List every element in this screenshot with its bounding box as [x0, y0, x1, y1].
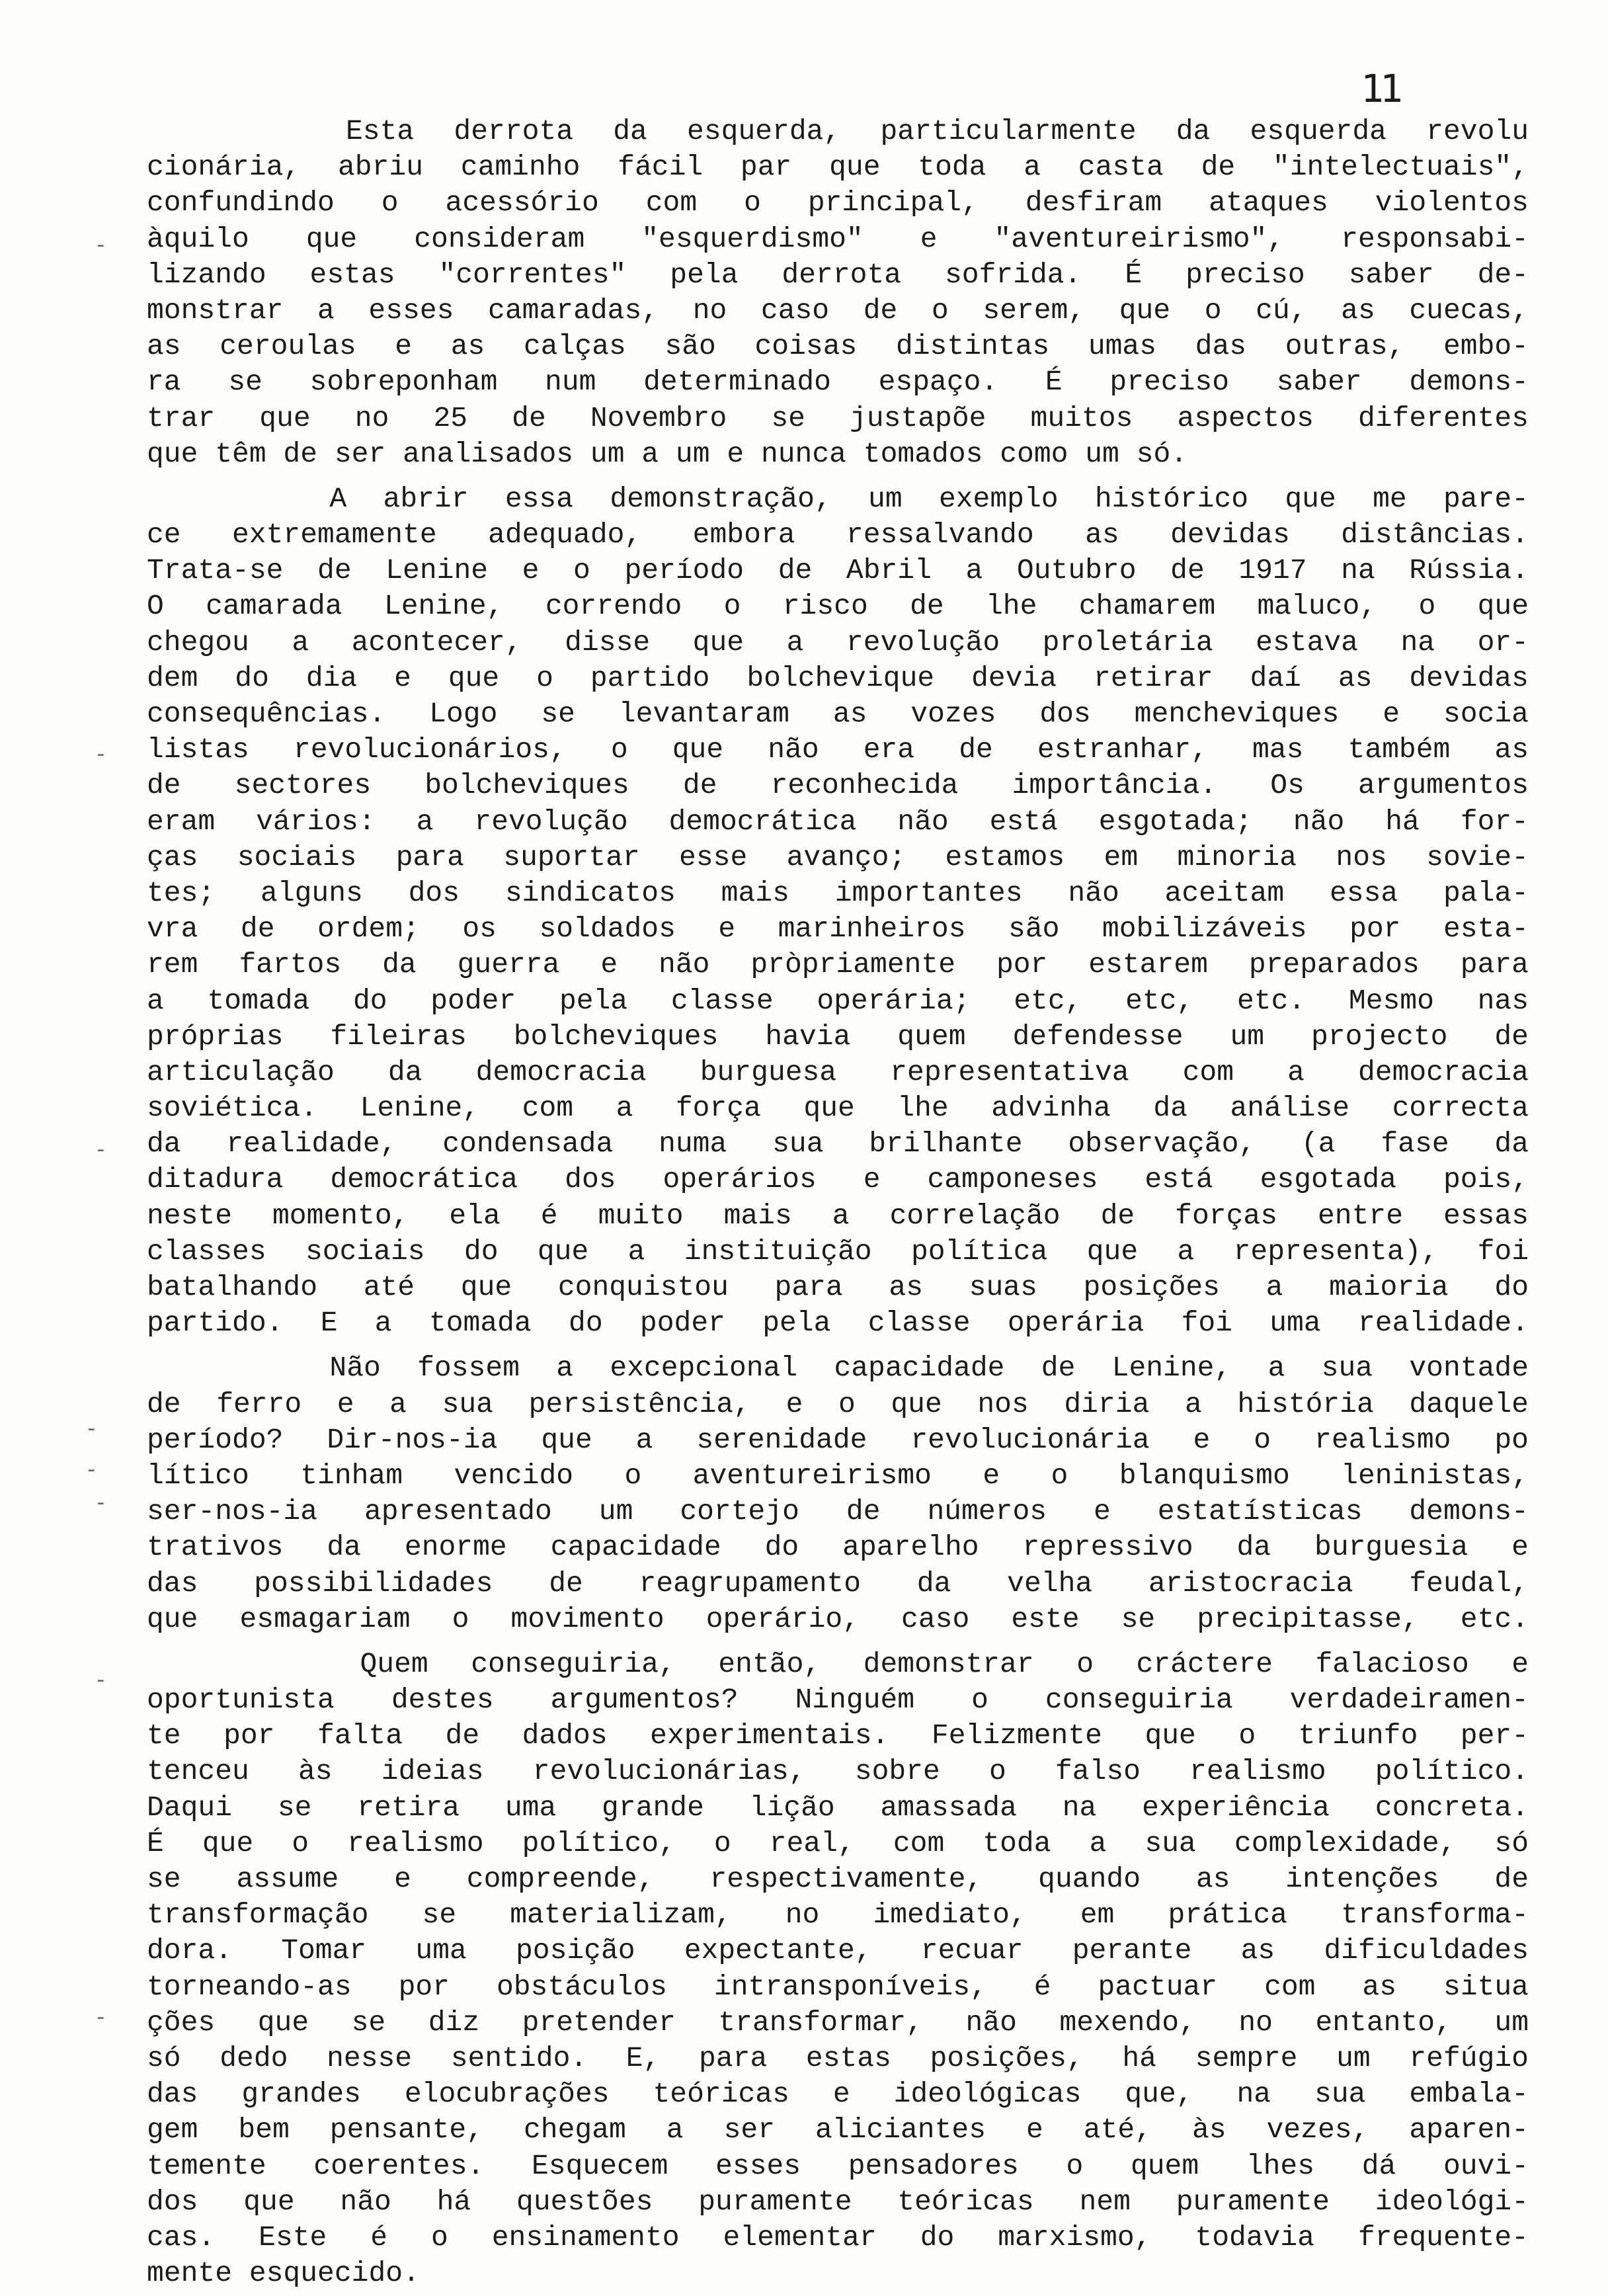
text-line: período? Dir-nos-ia que a serenidade revolucionária e o realismo po [147, 1423, 1529, 1456]
paragraph [147, 1350, 1529, 1637]
paragraph [147, 114, 1529, 472]
text-line: trar que no 25 de Novembro se justapõe muitos aspectos diferentes [147, 401, 1529, 434]
text-line: tenceu às ideias revolucionárias, sobre o falso realismo político. [147, 1755, 1529, 1788]
text-line: cionária, abriu caminho fácil par que toda a casta de "intelectuais", [147, 151, 1529, 184]
paragraph [147, 1647, 1529, 2291]
margin-mark: - [94, 1136, 108, 1163]
text-line: próprias fileiras bolcheviques havia quem defendesse um projecto de [147, 1020, 1529, 1053]
margin-mark: - [94, 741, 108, 767]
text-line: só dedo nesse sentido. E, para estas posições, há sempre um refúgio [147, 2041, 1529, 2074]
text-line: batalhando até que conquistou para as suas posições a maioria do [147, 1271, 1529, 1303]
text-line: A abrir essa demonstração, um exemplo histórico que me pare- [147, 482, 1529, 515]
text-line: dem do dia e que o partido bolchevique devia retirar daí as devidas [147, 661, 1529, 694]
text-line: transformação se materializam, no imediato, em prática transforma- [147, 1899, 1529, 1932]
text-line: dos que não há questões puramente teóricas nem puramente ideológi- [147, 2185, 1529, 2218]
text-line: mente esquecido. [147, 2257, 420, 2290]
text-line: te por falta de dados experimentais. Felizmente que o triunfo per- [147, 1719, 1529, 1752]
margin-mark: - [94, 2004, 108, 2030]
text-line: tes; alguns dos sindicatos mais importantes não aceitam essa pala- [147, 876, 1529, 909]
text-line: de sectores bolcheviques de reconhecida importância. Os argumentos [147, 769, 1529, 802]
text-line: lítico tinham vencido o aventureirismo e o blanquismo leninistas, [147, 1459, 1529, 1492]
text-line: trativos da enorme capacidade do aparelho repressivo da burguesia e [147, 1531, 1529, 1564]
margin-mark: - [94, 1666, 108, 1693]
text-line: gem bem pensante, chegam a ser aliciantes e até, às vezes, aparen- [147, 2113, 1529, 2147]
text-line: É que o realismo político, o real, com toda a sua complexidade, só [147, 1826, 1529, 1860]
text-line: O camarada Lenine, correndo o risco de lhe chamarem maluco, o que [147, 590, 1529, 623]
text-line: cas. Este é o ensinamento elementar do marxismo, todavia frequente- [147, 2221, 1529, 2254]
text-line: monstrar a esses camaradas, no caso de o serem, que o cú, as cuecas, [147, 294, 1529, 327]
text-line: eram vários: a revolução democrática não está esgotada; não há for- [147, 805, 1529, 838]
text-line: soviética. Lenine, com a força que lhe advinha da análise correcta [147, 1092, 1529, 1125]
text-line: classes sociais do que a instituição política que a representa), foi [147, 1235, 1529, 1268]
text-line: de ferro e a sua persistência, e o que nos diria a história daquele [147, 1387, 1529, 1420]
text-line: ditadura democrática dos operários e camponeses está esgotada pois, [147, 1163, 1529, 1196]
text-line: das possibilidades de reagrupamento da velha aristocracia feudal, [147, 1567, 1529, 1600]
text-line: rem fartos da guerra e não pròpriamente por estarem preparados para [147, 948, 1529, 981]
text-line: articulação da democracia burguesa representativa com a democracia [147, 1055, 1529, 1088]
text-line: ra se sobreponham num determinado espaço. É preciso saber demons- [147, 366, 1529, 399]
text-line: chegou a acontecer, disse que a revolução proletária estava na or- [147, 626, 1529, 659]
text-line: consequências. Logo se levantaram as vozes dos mencheviques e socia [147, 698, 1529, 730]
text-line: dora. Tomar uma posição expectante, recuar perante as dificuldades [147, 1934, 1529, 1967]
margin-mark: - [94, 231, 108, 258]
text-line: listas revolucionários, o que não era de estranhar, mas também as [147, 733, 1529, 766]
text-line: vra de ordem; os soldados e marinheiros são mobilizáveis por esta- [147, 913, 1529, 946]
text-line: que têm de ser analisados um a um e nunca tomados como um só. [147, 437, 1188, 470]
text-line: as ceroulas e as calças são coisas distintas umas das outras, embo- [147, 330, 1529, 363]
text-line: ções que se diz pretender transformar, não mexendo, no entanto, um [147, 2006, 1529, 2039]
text-line: lizando estas "correntes" pela derrota sofrida. É preciso saber de- [147, 258, 1529, 291]
text-line: temente coerentes. Esquecem esses pensadores o quem lhes dá ouvi- [147, 2149, 1529, 2182]
text-line: confundindo o acessório com o principal, desfiram ataques violentos [147, 186, 1529, 220]
text-line: a tomada do poder pela classe operária; etc, etc, etc. Mesmo nas [147, 984, 1529, 1017]
text-line: Trata-se de Lenine e o período de Abril a Outubro de 1917 na Rússia. [147, 554, 1529, 587]
text-line: da realidade, condensada numa sua brilhante observação, (a fase da [147, 1128, 1529, 1161]
text-line: partido. E a tomada do poder pela classe operária foi uma realidade. [147, 1307, 1529, 1340]
text-line: oportunista destes argumentos? Ninguém o conseguiria verdadeiramen- [147, 1684, 1529, 1717]
text-line: se assume e compreende, respectivamente, quando as intenções de [147, 1863, 1529, 1895]
text-line: que esmagariam o movimento operário, caso este se precipitasse, etc. [147, 1602, 1529, 1635]
text-line: Esta derrota da esquerda, particularmente da esquerda revolu [147, 115, 1529, 147]
text-line: ce extremamente adequado, embora ressalvando as devidas distâncias. [147, 518, 1529, 552]
text-line: Não fossem a excepcional capacidade de Lenine, a sua vontade [147, 1352, 1529, 1385]
text-line: das grandes elocubrações teóricas e ideológicas que, na sua embala- [147, 2078, 1529, 2111]
margin-mark: - [85, 1415, 99, 1442]
text-line: ser-nos-ia apresentado um cortejo de números e estatísticas demons- [147, 1495, 1529, 1528]
text-line: Quem conseguiria, então, demonstrar o cráctere falacioso e [147, 1647, 1529, 1680]
paragraph [147, 481, 1529, 1342]
text-line: ças sociais para suportar esse avanço; estamos em minoria nos sovie- [147, 840, 1529, 874]
text-line: àquilo que consideram "esquerdismo" e "aventureirismo", responsabi- [147, 222, 1529, 255]
margin-mark: - [94, 1489, 108, 1516]
margin-mark: - [85, 1456, 99, 1483]
text-line: Daqui se retira uma grande lição amassada na experiência concreta. [147, 1791, 1529, 1824]
text-line: neste momento, ela é muito mais a correlação de forças entre essas [147, 1199, 1529, 1232]
document-body [147, 114, 1529, 2296]
text-line: torneando-as por obstáculos intransponíveis, é pactuar com as situa [147, 1970, 1529, 2003]
page-number: 11 [1361, 66, 1399, 111]
